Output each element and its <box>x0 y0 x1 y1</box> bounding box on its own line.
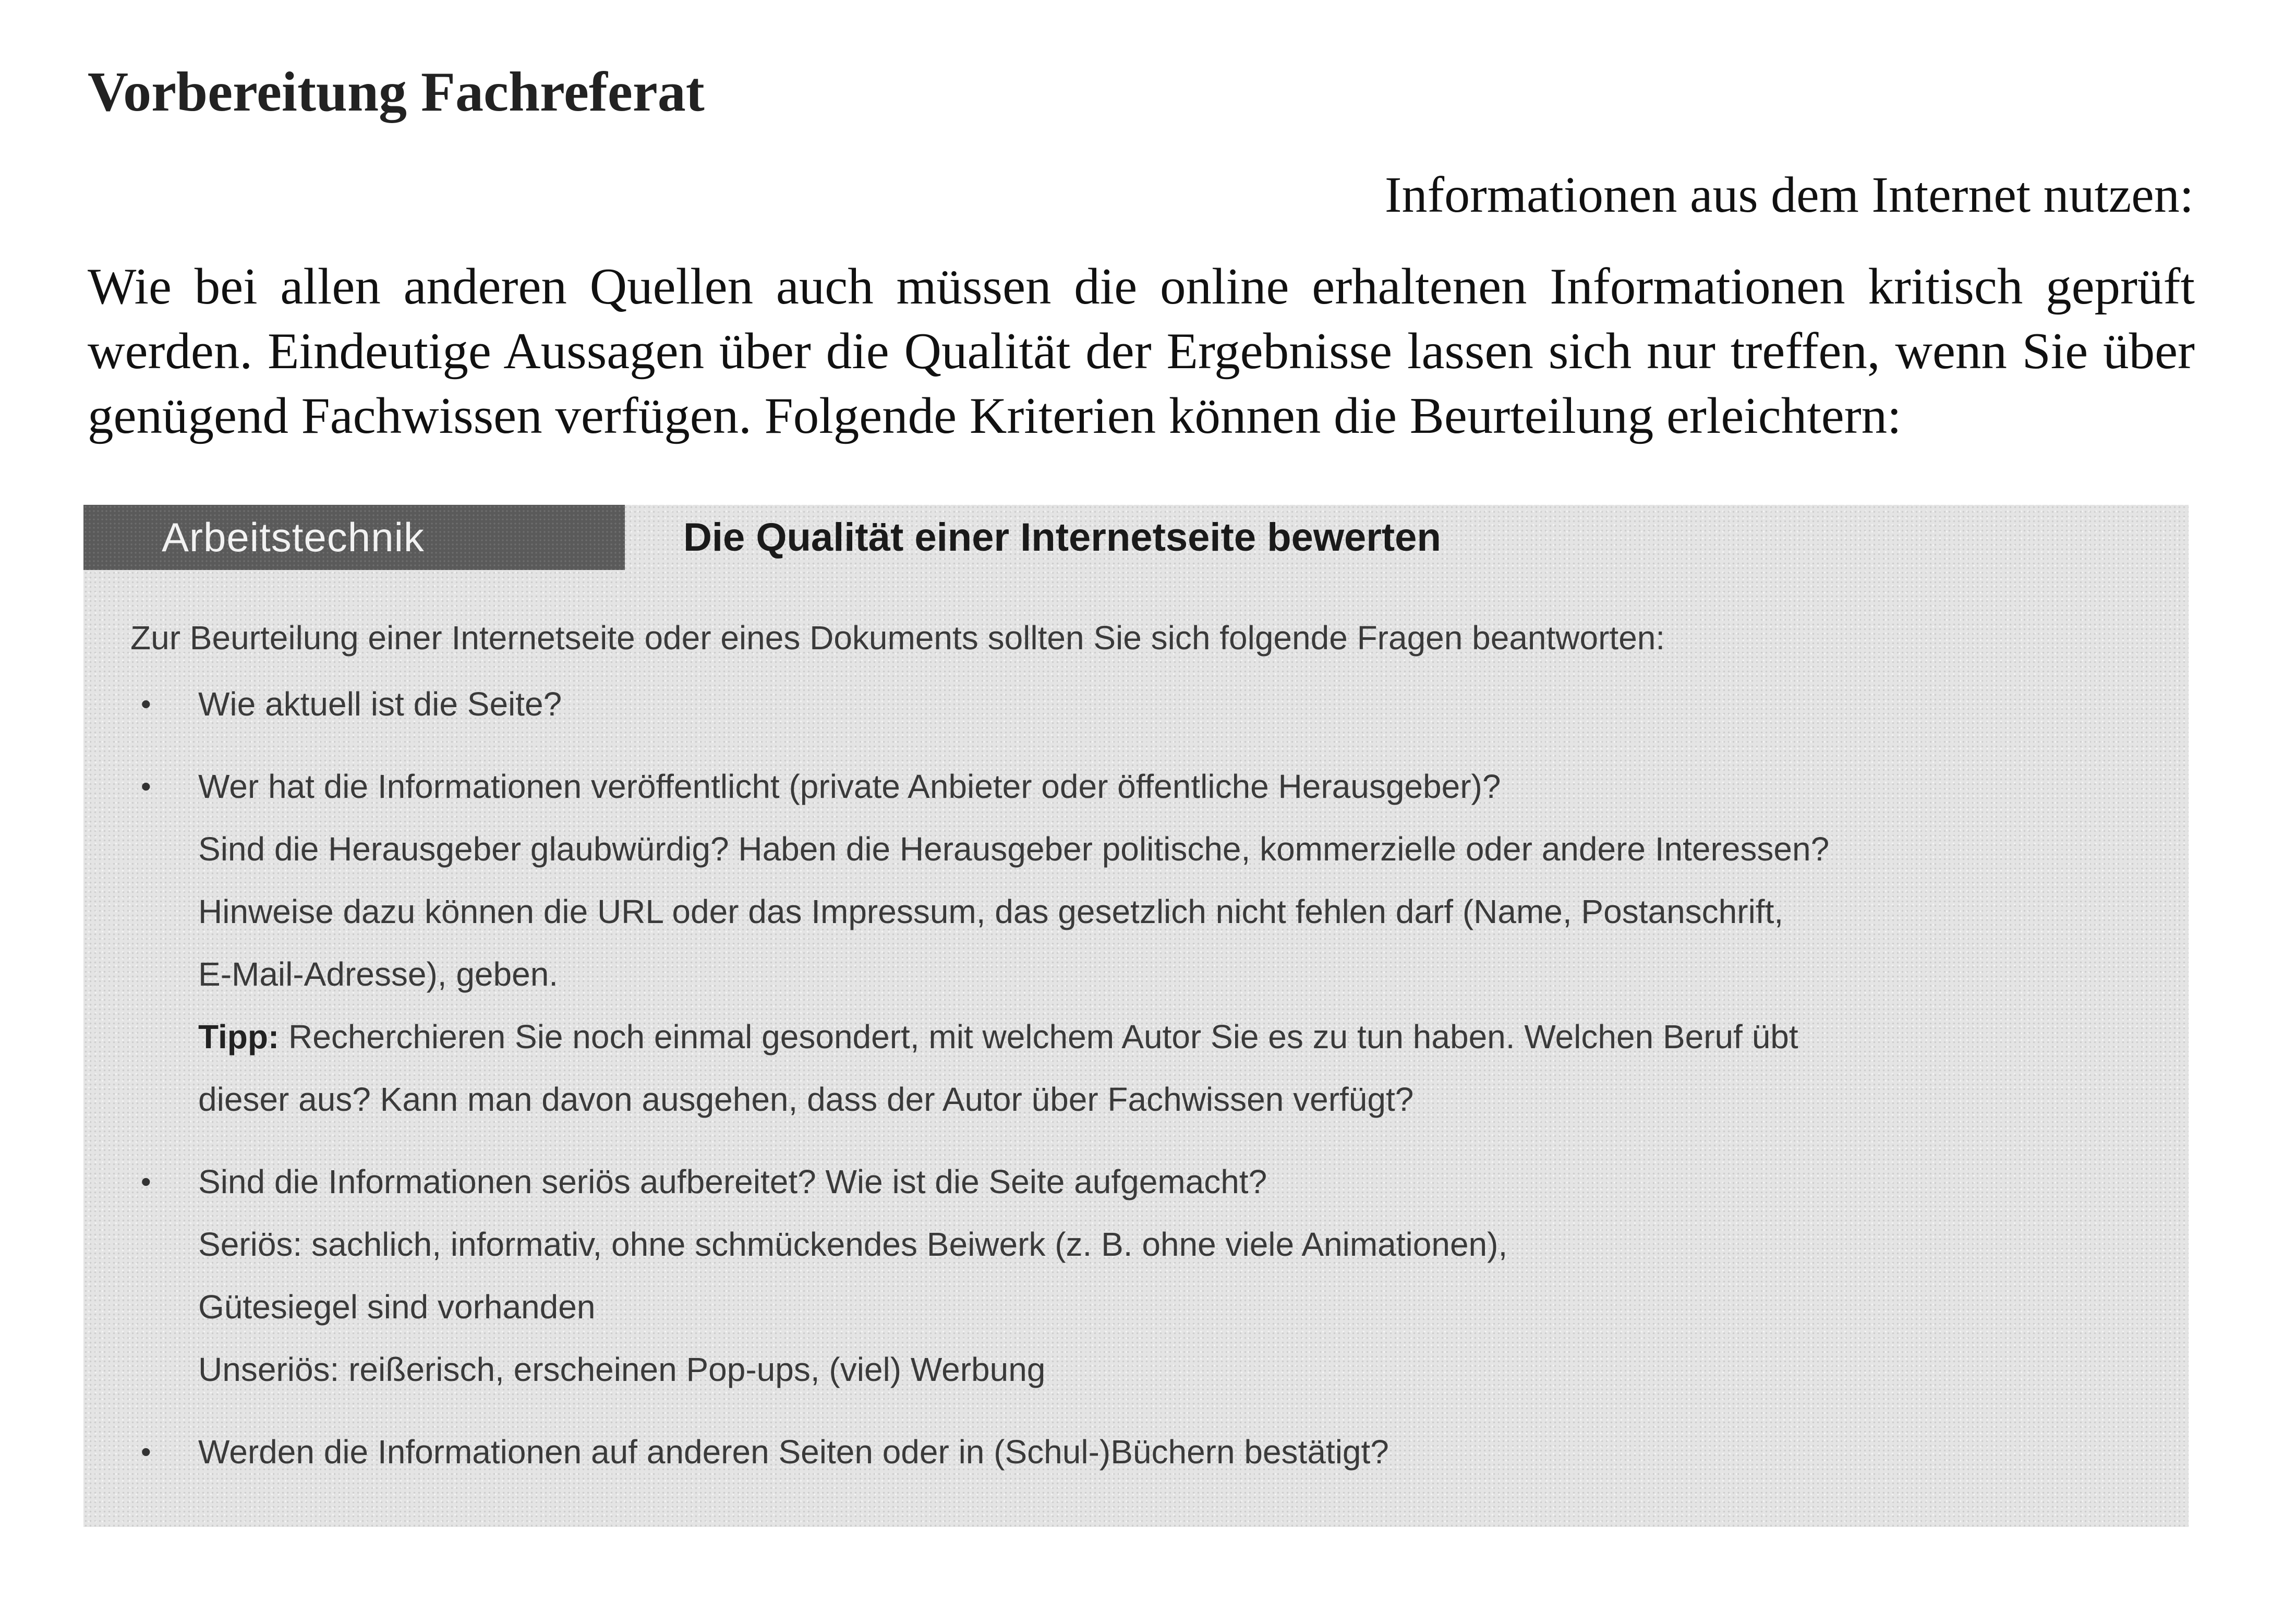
criteria-list <box>130 673 2165 1483</box>
criteria-line: Wie aktuell ist die Seite? <box>198 685 562 723</box>
box-intro: Zur Beurteilung einer Internetseite oder eines Dokuments sollten Sie sich folgende Fragen beantworten: <box>130 619 1665 657</box>
worktechnique-box <box>83 505 2189 1527</box>
tip-text: Recherchieren Sie noch einmal gesondert, mit welchem Autor Sie es zu tun haben. Welchen Beruf übt <box>288 1018 1798 1056</box>
section-heading: Informationen aus dem Internet nutzen: <box>1384 167 2194 223</box>
criteria-line: Hinweise dazu können die URL oder das Impressum, das gesetzlich nicht fehlen darf (Name, Postanschrift, <box>198 893 1784 930</box>
criteria-line: Sind die Informationen seriös aufbereitet? Wie ist die Seite aufgemacht? <box>198 1163 1267 1200</box>
criteria-item-confirmation <box>130 1421 2165 1483</box>
criteria-line: Gütesiegel sind vorhanden <box>198 1288 596 1326</box>
box-title: Die Qualität einer Internetseite bewerten <box>683 515 1441 560</box>
tip-line: dieser aus? Kann man davon ausgehen, dass der Autor über Fachwissen verfügt? <box>198 1081 1414 1118</box>
box-header <box>83 505 2189 570</box>
intro-paragraph: Wie bei allen anderen Quellen auch müssen die online erhaltenen Informationen kritisch geprüft werden. Eindeutige Aussagen über die Qualität der Ergebnisse lassen sich nur treffen, wenn Sie über genügend Fachwissen verfügen. Folgende Kriterien können die Beurteilung erleichtern: <box>88 258 2195 444</box>
bullet-icon: • <box>141 770 151 803</box>
criteria-line: Wer hat die Informationen veröffentlicht (private Anbieter oder öffentliche Herausgeber)? <box>198 768 1501 805</box>
criteria-line: Sind die Herausgeber glaubwürdig? Haben die Herausgeber politische, kommerzielle oder andere Interessen? <box>198 830 1830 868</box>
criteria-line: Werden die Informationen auf anderen Seiten oder in (Schul-)Büchern bestätigt? <box>198 1433 1389 1471</box>
criteria-line: E-Mail-Adresse), geben. <box>198 955 559 993</box>
criteria-item-seriousness <box>130 1150 2165 1401</box>
criteria-line: Unseriös: reißerisch, erscheinen Pop-ups, (viel) Werbung <box>198 1351 1046 1388</box>
criteria-item-publisher <box>130 755 2165 1131</box>
bullet-icon: • <box>141 1435 151 1468</box>
bullet-icon: • <box>141 1165 151 1198</box>
document-title: Vorbereitung Fachreferat <box>88 61 705 123</box>
box-label: Arbeitstechnik <box>83 505 625 570</box>
criteria-line: Seriös: sachlich, informativ, ohne schmückendes Beiwerk (z. B. ohne viele Animationen), <box>198 1226 1508 1263</box>
tip-line <box>198 1005 2165 1068</box>
tip-label: Tipp: <box>198 1018 280 1056</box>
bullet-icon: • <box>141 687 151 720</box>
criteria-item-actuality <box>130 673 2165 735</box>
box-body <box>130 614 2165 1503</box>
